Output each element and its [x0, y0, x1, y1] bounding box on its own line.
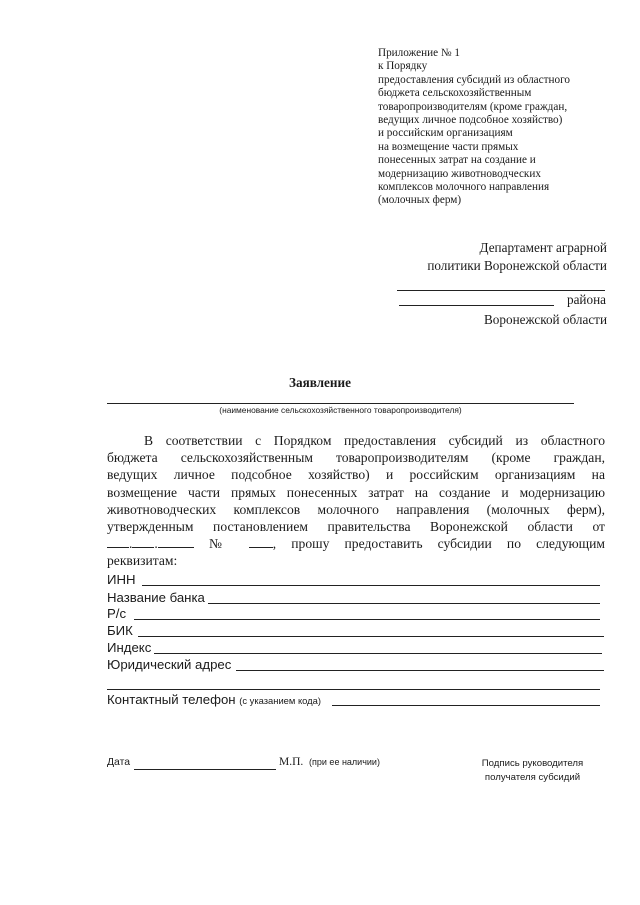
region-label: Воронежской области — [484, 312, 607, 327]
appendix-line: и российским организациям — [378, 127, 513, 140]
index-field-row — [107, 639, 602, 656]
body-line-date-number — [107, 535, 605, 552]
inn-input[interactable] — [142, 585, 600, 586]
account-input[interactable] — [134, 619, 600, 620]
appendix-line: (молочных ферм) — [378, 194, 462, 207]
body-line: возмещение части прямых понесенных затрат на создание и модернизацию — [107, 484, 605, 500]
date-separator: . — [129, 536, 133, 552]
body-line: бюджета сельскохозяйственным товаропроизводителям (кроме граждан, — [107, 450, 605, 466]
district-label: района — [566, 292, 606, 307]
stamp-hint: (при ее наличии) — [309, 757, 380, 767]
phone-field-row — [107, 691, 600, 708]
document-title: Заявление — [289, 375, 351, 390]
appendix-line: модернизацию животноводческих — [378, 167, 541, 180]
date-separator: . — [154, 536, 158, 552]
account-field-row — [107, 605, 600, 622]
signature-caption-line2: получателя субсидий — [484, 772, 581, 783]
date-year-blank[interactable] — [158, 535, 194, 548]
stamp-place — [279, 756, 380, 768]
index-input[interactable] — [154, 653, 602, 654]
bank-field-row — [107, 589, 600, 606]
body-line: животноводческих комплексов молочного направления (молочных ферм), — [107, 501, 605, 517]
body-line: реквизитам: — [107, 553, 178, 569]
appendix-line: Приложение № 1 — [378, 47, 460, 59]
number-sign: № — [208, 536, 234, 552]
bik-label: БИК — [107, 623, 133, 638]
producer-name-blank[interactable] — [107, 403, 574, 404]
appendix-line: понесенных затрат на создание и — [378, 154, 536, 167]
inn-label: ИНН — [107, 572, 136, 587]
body-line-tail: , прошу предоставить субсидии по следующим — [272, 536, 605, 552]
producer-name-hint: (наименование сельскохозяйственного товаропроизводителя) — [219, 405, 462, 415]
account-label: Р/с — [107, 606, 127, 621]
bank-name-input[interactable] — [208, 603, 600, 604]
body-line: В соответствии с Порядком предоставления субсидий из областного — [144, 433, 605, 448]
appendix-line: комплексов молочного направления — [378, 181, 550, 194]
appendix-line: ведущих личное подсобное хозяйство) — [378, 114, 563, 127]
legal-address-field-row — [107, 656, 604, 673]
appendix-line: бюджета сельскохозяйственным — [378, 87, 532, 100]
legal-address-label: Юридический адрес — [107, 657, 232, 672]
phone-label: Контактный телефон — [107, 692, 236, 707]
legal-address-continuation-input[interactable] — [107, 689, 600, 690]
district-name-blank[interactable] — [399, 305, 554, 306]
resolution-number-blank[interactable] — [249, 535, 273, 548]
addressee-department — [427, 239, 607, 275]
addressee-name-blank[interactable] — [397, 289, 605, 291]
inn-field-row — [107, 571, 600, 588]
phone-hint: (с указанием кода) — [239, 695, 321, 706]
appendix-header — [378, 47, 628, 208]
body-line: утвержденным постановлением правительства Воронежской области от — [107, 518, 605, 534]
date-label: Дата — [107, 757, 131, 768]
index-label: Индекс — [107, 640, 152, 655]
bik-field-row — [107, 622, 604, 639]
appendix-line: к Порядку — [378, 60, 428, 73]
department-name-line2: политики Воронежской области — [427, 258, 607, 273]
legal-address-input[interactable] — [236, 670, 604, 671]
signature-date-input[interactable] — [134, 769, 276, 770]
signature-caption — [470, 757, 595, 785]
date-month-blank[interactable] — [132, 535, 154, 548]
body-line: ведущих личное подсобное хозяйство) и российским организациям на — [107, 467, 605, 483]
appendix-line: предоставления субсидий из областного — [378, 73, 570, 86]
department-name-line1: Департамент аграрной — [479, 240, 607, 255]
district-row — [399, 292, 606, 308]
appendix-line: товаропроизводителям (кроме граждан, — [378, 100, 568, 113]
date-day-blank[interactable] — [107, 535, 129, 548]
signature-caption-line1: Подпись руководителя — [481, 758, 584, 769]
appendix-line: на возмещение части прямых — [378, 140, 519, 153]
bank-label: Название банка — [107, 590, 205, 605]
stamp-label: М.П. — [279, 756, 304, 768]
application-body — [107, 432, 605, 570]
bik-input[interactable] — [138, 636, 604, 637]
phone-label-group — [107, 691, 321, 709]
phone-input[interactable] — [332, 705, 600, 706]
